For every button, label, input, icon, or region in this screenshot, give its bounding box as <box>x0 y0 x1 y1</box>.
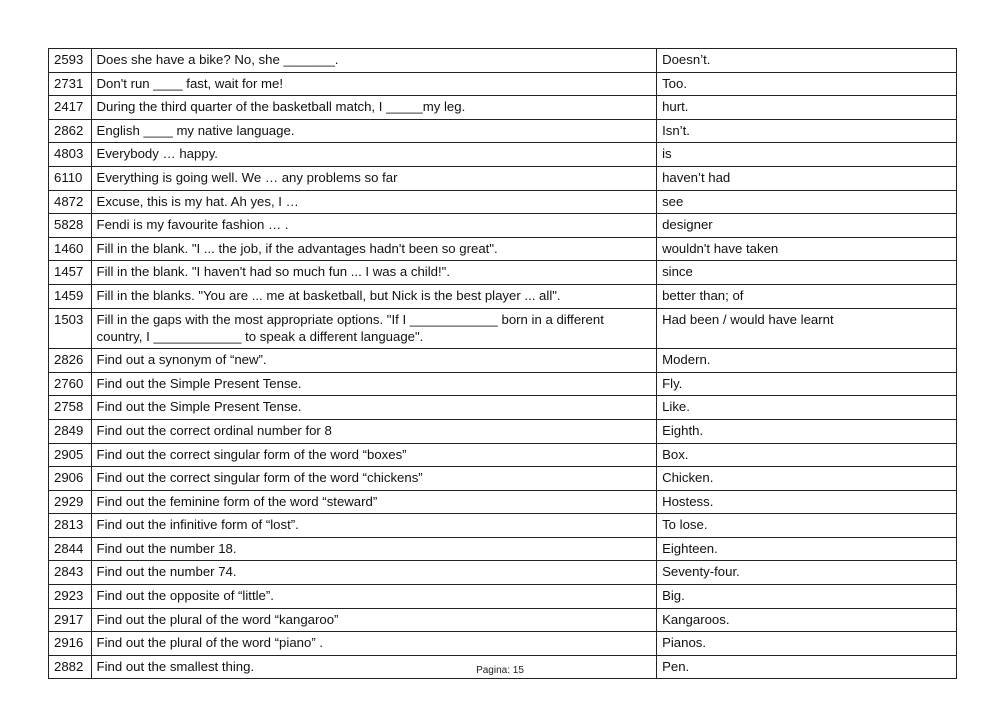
row-id-cell: 5828 <box>49 214 92 238</box>
table-row <box>49 443 957 467</box>
table-row <box>49 490 957 514</box>
answer-cell: better than; of <box>657 284 957 308</box>
table-row <box>49 237 957 261</box>
row-id-cell: 2843 <box>49 561 92 585</box>
answer-cell: Seventy-four. <box>657 561 957 585</box>
row-id-cell: 1460 <box>49 237 92 261</box>
question-cell: Fill in the gaps with the most appropriate options. "If I ____________ born in a different country, I ____________ to speak a different language". <box>91 308 657 349</box>
row-id-cell: 2758 <box>49 396 92 420</box>
table-row <box>49 372 957 396</box>
page-number: Pagina: 15 <box>476 665 524 676</box>
answer-cell: since <box>657 261 957 285</box>
row-id-cell: 2417 <box>49 96 92 120</box>
question-cell: Find out the smallest thing. <box>91 655 657 679</box>
question-cell: Find out the number 18. <box>91 537 657 561</box>
row-id-cell: 1457 <box>49 261 92 285</box>
row-id-cell: 2826 <box>49 349 92 373</box>
question-cell: Find out the plural of the word “kangaroo” <box>91 608 657 632</box>
answer-cell: Pen. <box>657 655 957 679</box>
answer-cell: Doesn’t. <box>657 49 957 73</box>
question-cell: Find out the Simple Present Tense. <box>91 396 657 420</box>
answer-cell: Isn’t. <box>657 119 957 143</box>
answer-cell: see <box>657 190 957 214</box>
answer-cell: hurt. <box>657 96 957 120</box>
question-cell: Fill in the blanks. "You are ... me at basketball, but Nick is the best player ... all". <box>91 284 657 308</box>
table-row <box>49 467 957 491</box>
answer-cell: Pianos. <box>657 632 957 656</box>
table-row <box>49 72 957 96</box>
question-cell: Don't run ____ fast, wait for me! <box>91 72 657 96</box>
row-id-cell: 4803 <box>49 143 92 167</box>
question-cell: Fill in the blank. "I haven't had so much fun ... I was a child!". <box>91 261 657 285</box>
table-row <box>49 166 957 190</box>
question-cell: English ____ my native language. <box>91 119 657 143</box>
row-id-cell: 1503 <box>49 308 92 349</box>
table-row <box>49 143 957 167</box>
row-id-cell: 2929 <box>49 490 92 514</box>
row-id-cell: 2844 <box>49 537 92 561</box>
question-cell: Find out the correct ordinal number for 8 <box>91 419 657 443</box>
question-cell: Find out the infinitive form of “lost”. <box>91 514 657 538</box>
row-id-cell: 6110 <box>49 166 92 190</box>
question-cell: Find out the correct singular form of the word “boxes” <box>91 443 657 467</box>
answer-cell: Hostess. <box>657 490 957 514</box>
answer-cell: Box. <box>657 443 957 467</box>
row-id-cell: 2916 <box>49 632 92 656</box>
table-row <box>49 214 957 238</box>
table-row <box>49 261 957 285</box>
table-row <box>49 561 957 585</box>
row-id-cell: 2917 <box>49 608 92 632</box>
row-id-cell: 2905 <box>49 443 92 467</box>
answer-cell: Kangaroos. <box>657 608 957 632</box>
answer-cell: Chicken. <box>657 467 957 491</box>
row-id-cell: 4872 <box>49 190 92 214</box>
question-cell: Find out the number 74. <box>91 561 657 585</box>
question-cell: Find out a synonym of “new”. <box>91 349 657 373</box>
answer-cell: Had been / would have learnt <box>657 308 957 349</box>
question-cell: Find out the correct singular form of the word “chickens” <box>91 467 657 491</box>
table-row <box>49 419 957 443</box>
question-cell: Does she have a bike? No, she _______. <box>91 49 657 73</box>
question-cell: Fill in the blank. "I ... the job, if the advantages hadn't been so great". <box>91 237 657 261</box>
table-row <box>49 190 957 214</box>
question-answer-table <box>48 48 957 679</box>
row-id-cell: 2862 <box>49 119 92 143</box>
question-cell: Find out the feminine form of the word “steward” <box>91 490 657 514</box>
answer-cell: Modern. <box>657 349 957 373</box>
question-cell: Excuse, this is my hat. Ah yes, I … <box>91 190 657 214</box>
table-row <box>49 96 957 120</box>
table-row <box>49 632 957 656</box>
answer-cell: Too. <box>657 72 957 96</box>
row-id-cell: 2849 <box>49 419 92 443</box>
answer-cell: is <box>657 143 957 167</box>
question-cell: Find out the Simple Present Tense. <box>91 372 657 396</box>
row-id-cell: 1459 <box>49 284 92 308</box>
table-row <box>49 537 957 561</box>
row-id-cell: 2731 <box>49 72 92 96</box>
answer-cell: Eighth. <box>657 419 957 443</box>
answer-cell: Eighteen. <box>657 537 957 561</box>
table-row <box>49 349 957 373</box>
row-id-cell: 2923 <box>49 585 92 609</box>
answer-cell: designer <box>657 214 957 238</box>
answer-cell: haven’t had <box>657 166 957 190</box>
row-id-cell: 2813 <box>49 514 92 538</box>
answer-cell: Big. <box>657 585 957 609</box>
row-id-cell: 2906 <box>49 467 92 491</box>
table-row <box>49 308 957 349</box>
row-id-cell: 2882 <box>49 655 92 679</box>
question-cell: Find out the plural of the word “piano” . <box>91 632 657 656</box>
row-id-cell: 2593 <box>49 49 92 73</box>
question-cell: Everybody … happy. <box>91 143 657 167</box>
question-cell: During the third quarter of the basketball match, I _____my leg. <box>91 96 657 120</box>
table-row <box>49 284 957 308</box>
answer-cell: To lose. <box>657 514 957 538</box>
answer-cell: wouldn't have taken <box>657 237 957 261</box>
row-id-cell: 2760 <box>49 372 92 396</box>
question-cell: Everything is going well. We … any problems so far <box>91 166 657 190</box>
table-row <box>49 396 957 420</box>
table-row <box>49 608 957 632</box>
answer-cell: Like. <box>657 396 957 420</box>
table-body <box>49 49 957 679</box>
answer-cell: Fly. <box>657 372 957 396</box>
table-row <box>49 49 957 73</box>
question-cell: Find out the opposite of “little”. <box>91 585 657 609</box>
table-row <box>49 514 957 538</box>
table-row <box>49 119 957 143</box>
table-row <box>49 585 957 609</box>
question-cell: Fendi is my favourite fashion … . <box>91 214 657 238</box>
